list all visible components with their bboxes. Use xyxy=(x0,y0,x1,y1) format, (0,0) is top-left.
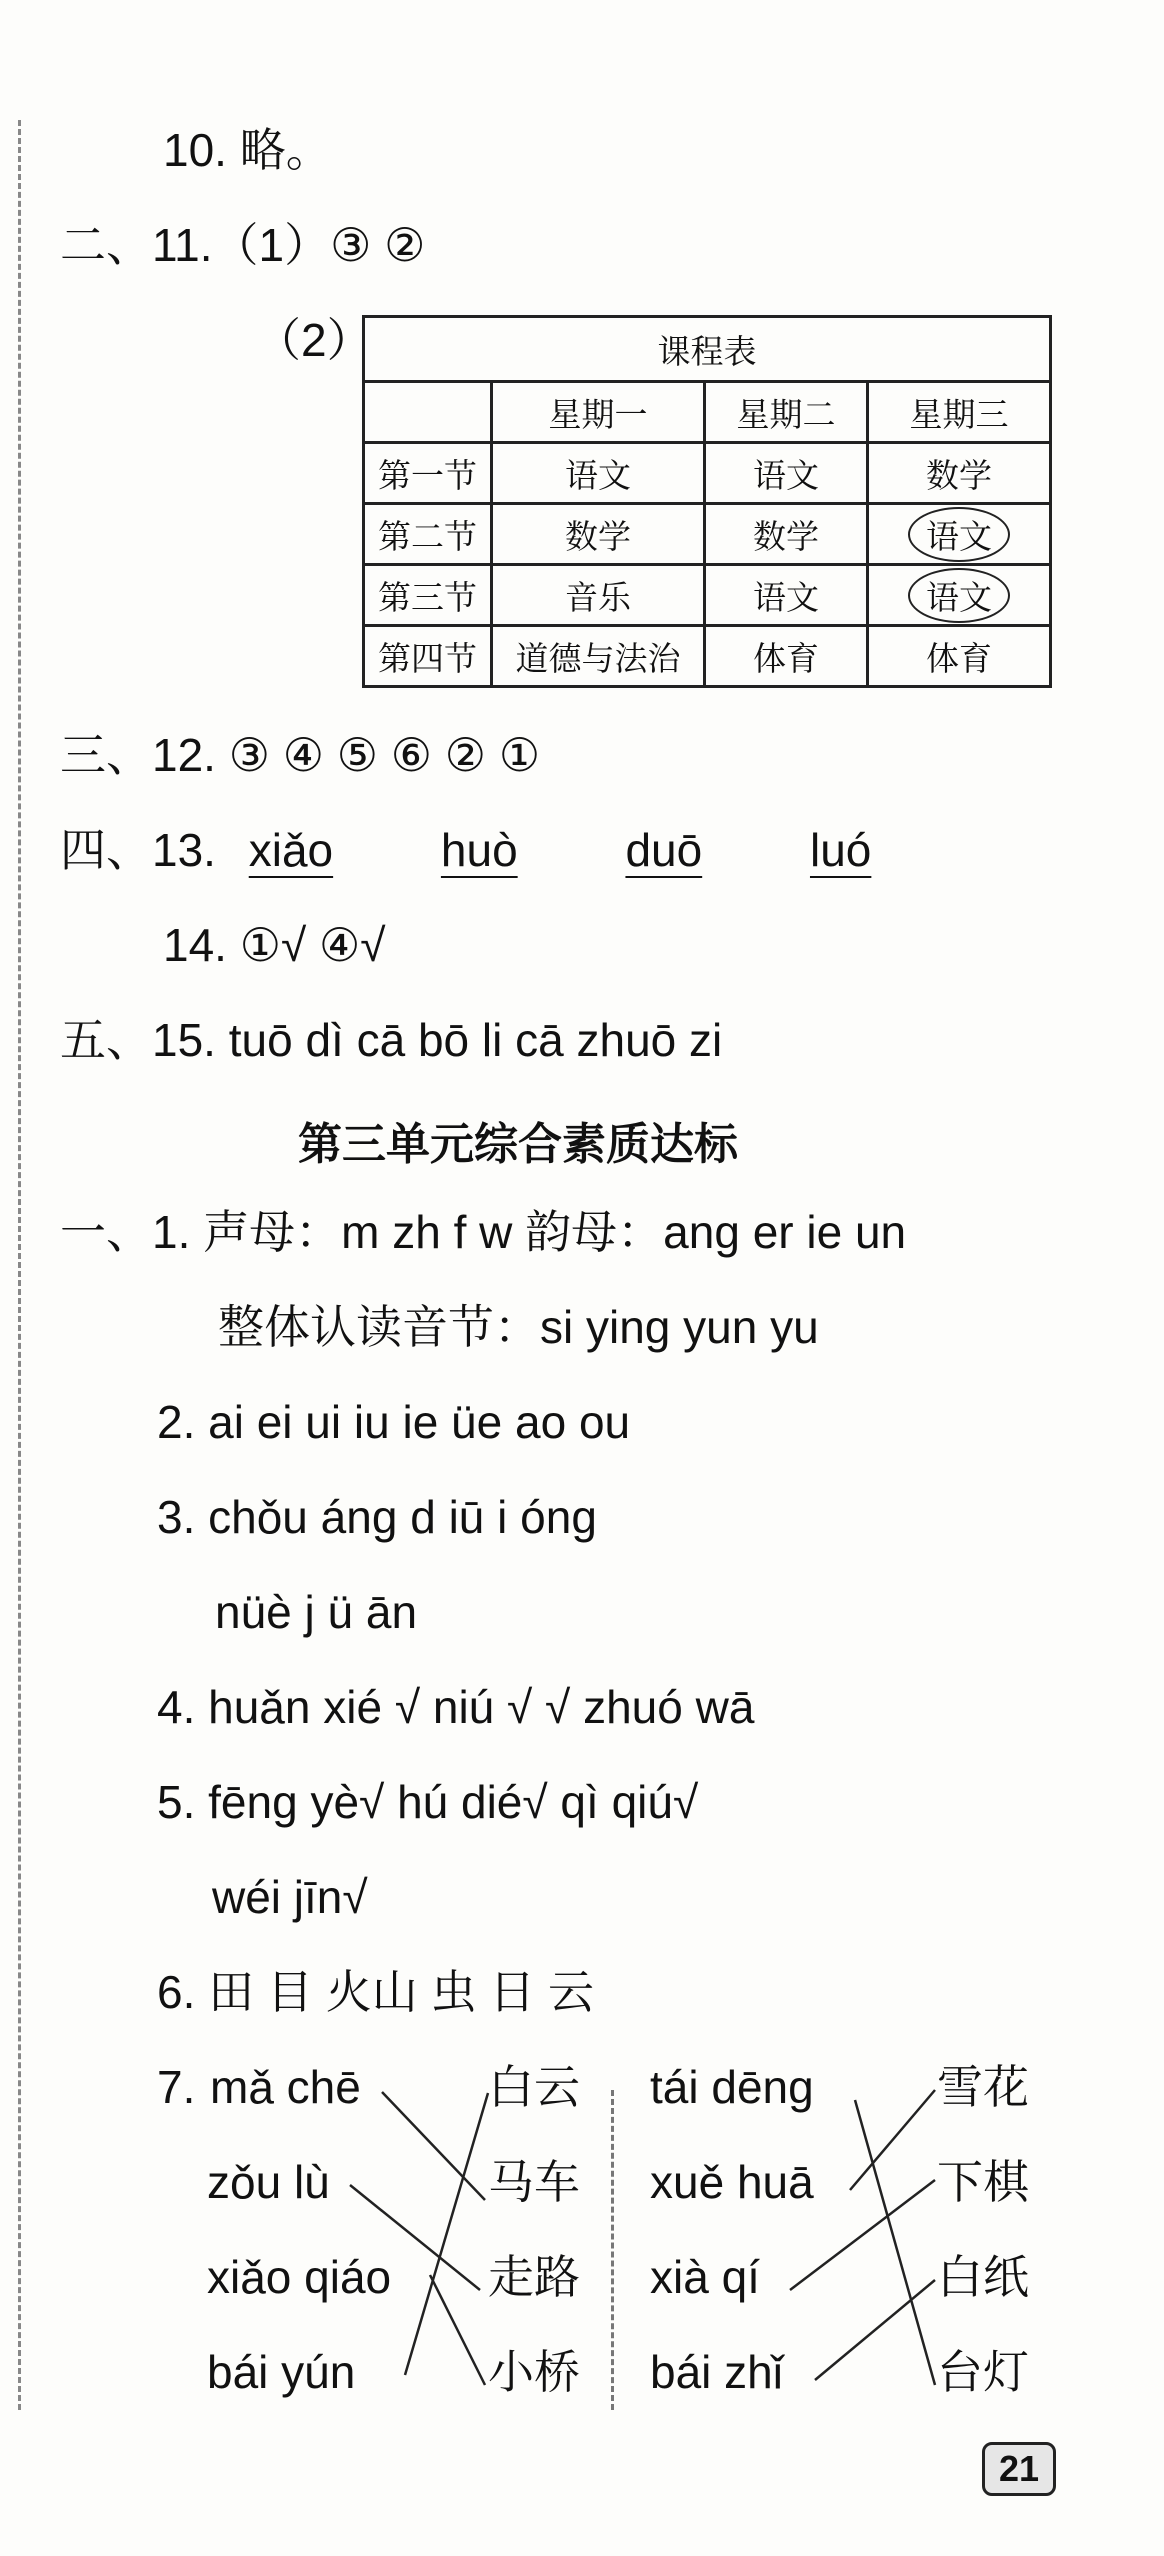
answer-14: 14. ①√ ④√ xyxy=(163,919,386,971)
answer-11-part2-label: （2） xyxy=(255,314,373,366)
table-cell: 道德与法治 xyxy=(492,626,705,687)
pinyin-answer: xiǎo xyxy=(248,824,334,876)
table-cell: 数学 xyxy=(868,443,1051,504)
pinyin-answer: huò xyxy=(440,824,518,876)
match-line xyxy=(405,2093,488,2375)
table-title: 课程表 xyxy=(364,317,1051,382)
circled-answer: 语文 xyxy=(908,568,1010,623)
match-line xyxy=(850,2090,935,2190)
circled-answer: 语文 xyxy=(908,507,1010,562)
match-line xyxy=(790,2180,935,2290)
answer-12: 三、12. ③ ④ ⑤ ⑥ ② ① xyxy=(60,729,541,781)
pinyin-item: mǎ chē xyxy=(210,2061,361,2113)
pinyin-item: xià qí xyxy=(650,2251,760,2303)
pinyin-item: xiǎo qiáo xyxy=(207,2251,392,2303)
table-cell: 音乐 xyxy=(492,565,705,626)
answer-2: 2. ai ei ui iu ie üe ao ou xyxy=(157,1396,631,1448)
pinyin-item: zǒu lù xyxy=(207,2156,330,2208)
answer-7-number: 7. xyxy=(157,2061,196,2113)
table-cell: 第一节 xyxy=(364,443,492,504)
answer-11-part1: 二、11.（1）③ ② xyxy=(60,219,426,271)
table-cell: 体育 xyxy=(705,626,868,687)
pinyin-item: tái dēng xyxy=(650,2061,814,2113)
word-item: 小桥 xyxy=(488,2346,580,2398)
pinyin-answer: luó xyxy=(809,824,872,876)
word-item: 雪花 xyxy=(937,2061,1029,2113)
word-item: 走路 xyxy=(488,2251,580,2303)
table-cell: 第三节 xyxy=(364,565,492,626)
word-item: 下棋 xyxy=(937,2156,1029,2208)
word-item: 白纸 xyxy=(937,2251,1029,2303)
answer-5-line2: wéi jīn√ xyxy=(212,1871,368,1923)
table-cell: 体育 xyxy=(868,626,1051,687)
match-line xyxy=(815,2280,935,2380)
pinyin-answer: duō xyxy=(625,824,703,876)
pinyin-item: bái yún xyxy=(207,2346,356,2398)
match-line xyxy=(430,2275,485,2385)
table-cell: 星期二 xyxy=(705,382,868,443)
table-cell: 语文 xyxy=(492,443,705,504)
table-cell: 第四节 xyxy=(364,626,492,687)
answer-1-line1: 一、1. 声母：m zh f w 韵母：ang er ie un xyxy=(60,1206,907,1258)
match-line xyxy=(855,2100,935,2385)
pinyin-item: bái zhǐ xyxy=(650,2346,783,2398)
section-title: 第三单元综合素质达标 xyxy=(298,1120,738,1169)
table-cell: 第二节 xyxy=(364,504,492,565)
table-cell: 星期三 xyxy=(868,382,1051,443)
answer-6: 6. 田 目 火山 虫 日 云 xyxy=(157,1966,595,2018)
answer-4: 4. huǎn xié √ niú √ √ zhuó wā xyxy=(157,1681,755,1733)
table-cell: 数学 xyxy=(492,504,705,565)
answer-5-line1: 5. fēng yè√ hú dié√ qì qiú√ xyxy=(157,1776,699,1828)
answer-3-line2: nüè j ü ān xyxy=(215,1586,418,1638)
match-line xyxy=(382,2092,485,2200)
pinyin-item: xuě huā xyxy=(650,2156,814,2208)
word-item: 白云 xyxy=(488,2061,580,2113)
table-cell: 语文 xyxy=(705,565,868,626)
page-number: 21 xyxy=(982,2442,1056,2496)
table-cell: 星期一 xyxy=(492,382,705,443)
word-item: 马车 xyxy=(488,2156,580,2208)
answer-1-line2: 整体认读音节：si ying yun yu xyxy=(218,1301,819,1353)
answer-3-line1: 3. chǒu áng d iū i óng xyxy=(157,1491,597,1543)
answer-10: 10. 略。 xyxy=(163,124,332,176)
answer-13-prefix: 四、13. xyxy=(60,824,216,876)
table-cell: 语文 xyxy=(705,443,868,504)
table-cell: 数学 xyxy=(705,504,868,565)
answer-15: 五、15. tuō dì cā bō li cā zhuō zi xyxy=(60,1014,723,1066)
match-line xyxy=(350,2185,480,2290)
word-item: 台灯 xyxy=(937,2346,1029,2398)
